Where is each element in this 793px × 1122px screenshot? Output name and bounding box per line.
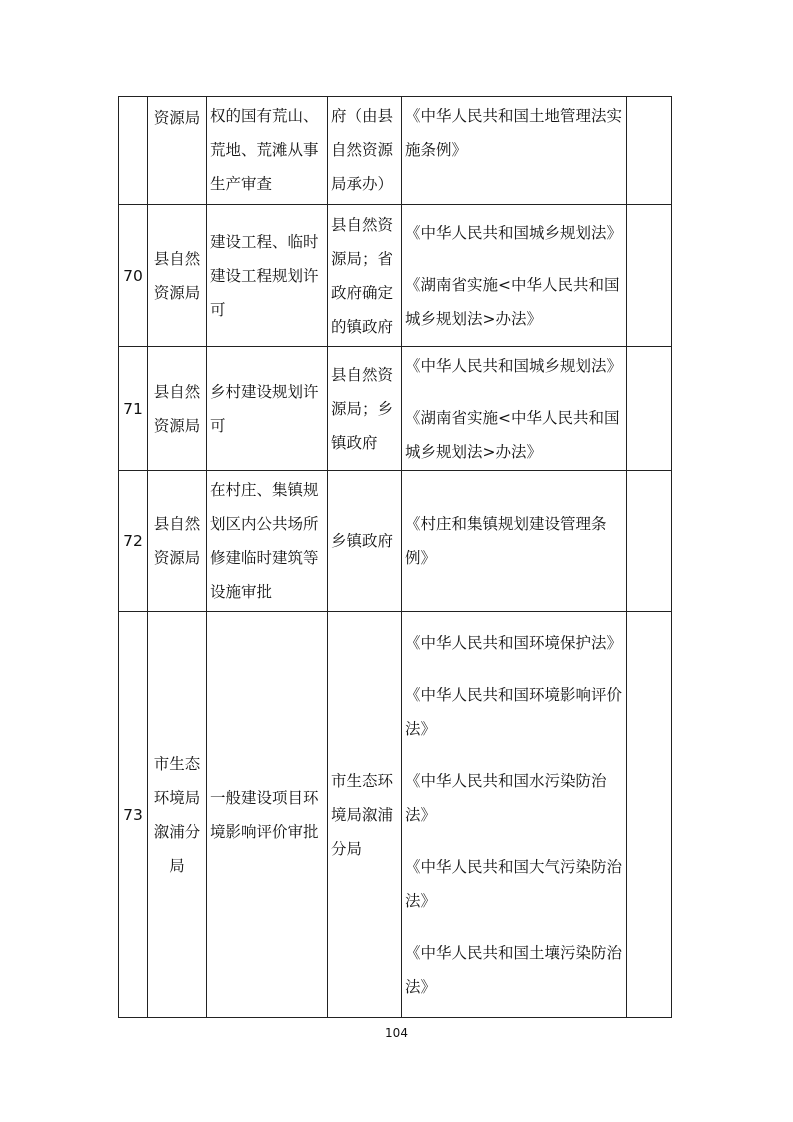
- implementer-cell: 乡镇政府: [328, 471, 402, 612]
- table-row: [119, 471, 672, 612]
- note-cell: [627, 347, 672, 471]
- note-cell: [627, 471, 672, 612]
- legal-basis-item: 《中华人民共和国土地管理法实施条例》: [405, 107, 623, 159]
- implementer-cell: 府（由县自然资源局承办）: [328, 97, 402, 205]
- item-cell: 在村庄、集镇规划区内公共场所修建临时建筑等设施审批: [207, 471, 328, 612]
- note-cell: [627, 97, 672, 205]
- note-cell: [627, 612, 672, 1018]
- item-cell: 建设工程、临时建设工程规划许可: [207, 205, 328, 347]
- legal-basis-cell: [402, 471, 627, 612]
- table-row: [119, 347, 672, 471]
- implementer-cell: 县自然资源局；乡镇政府: [328, 347, 402, 471]
- legal-basis-item: 《中华人民共和国环境影响评价法》: [405, 685, 623, 738]
- table-row: [119, 205, 672, 347]
- row-number: 72: [119, 471, 148, 612]
- legal-basis-item: 《中华人民共和国城乡规划法》: [405, 356, 623, 375]
- legal-basis-item: 《村庄和集镇规划建设管理条例》: [405, 515, 607, 567]
- legal-basis-item: 《湖南省实施<中华人民共和国城乡规划法>办法》: [405, 408, 620, 461]
- legal-basis-cell: [402, 97, 627, 205]
- legal-basis-cell: [402, 205, 627, 347]
- page-number: 104: [385, 1026, 408, 1040]
- note-cell: [627, 205, 672, 347]
- department-cell: 市生态环境局溆浦分局: [148, 612, 207, 1018]
- legal-basis-cell: [402, 347, 627, 471]
- legal-basis-item: 《中华人民共和国大气污染防治法》: [405, 857, 623, 910]
- legal-basis-item: 《中华人民共和国土壤污染防治法》: [405, 943, 623, 996]
- department-cell: 县自然资源局: [148, 471, 207, 612]
- row-number: [119, 97, 148, 205]
- row-number: 71: [119, 347, 148, 471]
- table-row: [119, 612, 672, 1018]
- implementer-cell: 市生态环境局溆浦分局: [328, 612, 402, 1018]
- row-number: 73: [119, 612, 148, 1018]
- legal-basis-item: 《中华人民共和国城乡规划法》: [405, 223, 623, 242]
- item-cell: 权的国有荒山、荒地、荒滩从事生产审查: [207, 97, 328, 205]
- table-row: [119, 97, 672, 205]
- item-cell: 乡村建设规划许可: [207, 347, 328, 471]
- department-cell: 资源局: [148, 97, 207, 205]
- row-number: 70: [119, 205, 148, 347]
- legal-basis-item: 《中华人民共和国水污染防治法》: [405, 771, 607, 824]
- department-cell: 县自然资源局: [148, 205, 207, 347]
- legal-basis-item: 《中华人民共和国环境保护法》: [405, 633, 623, 652]
- legal-basis-cell: [402, 612, 627, 1018]
- department-cell: 县自然资源局: [148, 347, 207, 471]
- permit-table: [118, 96, 672, 1018]
- item-cell: 一般建设项目环境影响评价审批: [207, 612, 328, 1018]
- legal-basis-item: 《湖南省实施<中华人民共和国城乡规划法>办法》: [405, 275, 620, 328]
- implementer-cell: 县自然资源局；省政府确定的镇政府: [328, 205, 402, 347]
